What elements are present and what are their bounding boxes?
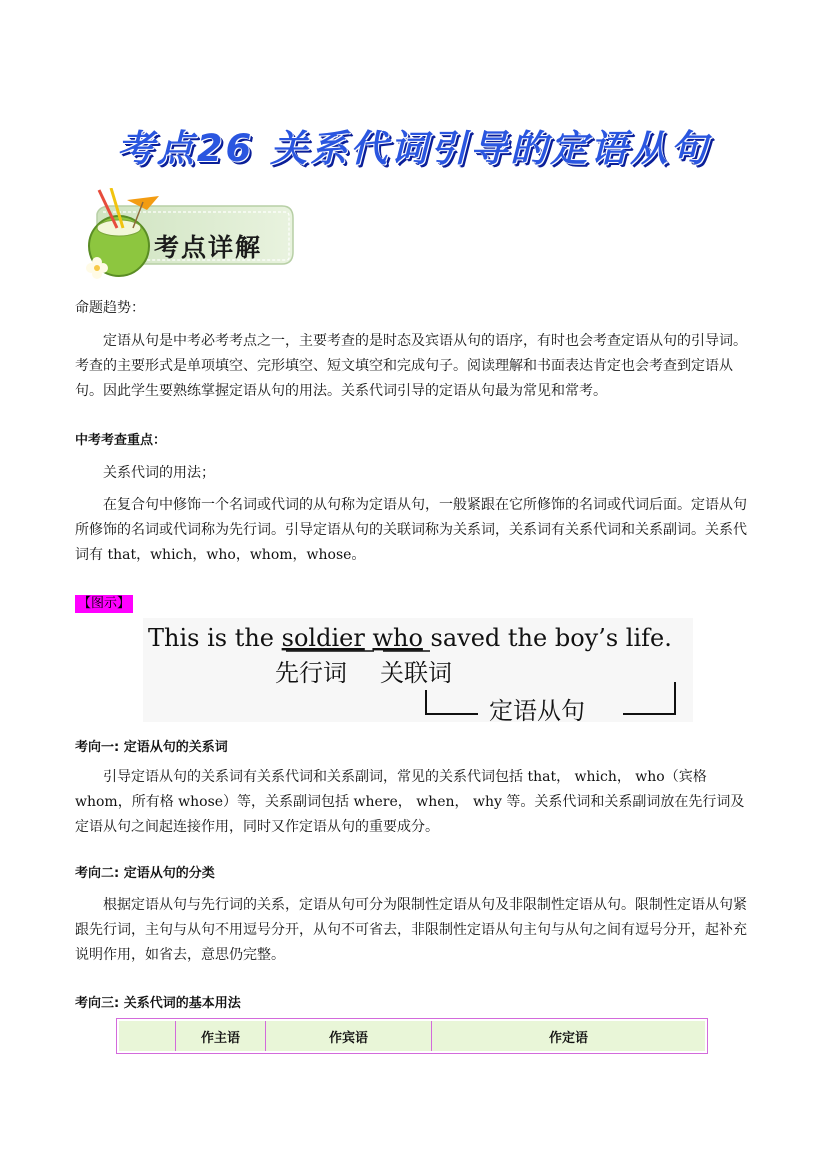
table-header-attributive: 作定语 xyxy=(431,1021,705,1051)
section2-text: 根据定语从句与先行词的关系，定语从句可分为限制性定语从句及非限制性定语从句。限制性定语从句紧跟先行词，主句与从句不用逗号分开，从句不可省去，非限制性定语从句主句与从句之间有逗号分开，起补充说明作用，如省去，意思仍完整。 xyxy=(75,897,747,963)
focus-label: 中考考查重点： xyxy=(75,433,167,448)
diagram-sentence-start: This is the xyxy=(148,624,282,652)
badge-label: 考点详解 xyxy=(154,233,263,262)
table-header-object: 作宾语 xyxy=(265,1021,431,1051)
section1-heading: 考向一: 定语从句的关系词 xyxy=(75,740,228,755)
trend-text: 定语从句是中考必考考点之一，主要考查的是时态及宾语从句的语序，有时也会考查定语从句的引导词。考查的主要形式是单项填空、完形填空、短文填空和完成句子。阅读理解和书面表达肯定也会考查到定语从句。因此学生要熟练掌握定语从句的用法。关系代词引导的定语从句最为常见和常考。 xyxy=(75,333,747,399)
figure-tag: 【图示】 xyxy=(75,595,133,613)
section1-text: 引导定语从句的关系词有关系代词和关系副词，常见的关系代词包括 that， which， who（宾格 whom，所有格 whose）等，关系副词包括 where， when， why 等。关系代词和关系副词放在先行词及定语从句之间起连接作用，同时又作定语从句的重要成分。 xyxy=(75,769,745,835)
clause-label: 定语从句 xyxy=(489,697,585,722)
focus-item: 关系代词的用法； xyxy=(103,465,215,481)
diagram-sentence-end: saved the boy’s life. xyxy=(422,624,672,652)
section3-heading: 考向三: 关系代词的基本用法 xyxy=(75,996,241,1011)
relative-clause-diagram xyxy=(143,618,693,722)
relative-label: 关联词 xyxy=(380,659,452,687)
relative-word: who xyxy=(372,624,423,652)
antecedent-label: 先行词 xyxy=(275,659,347,687)
table-header-subject: 作主语 xyxy=(175,1021,265,1051)
trend-label: 命题趋势： xyxy=(75,300,145,316)
antecedent-word: soldier xyxy=(281,624,365,652)
page-title: 考点26 关系代词引导的定语从句 xyxy=(116,127,711,170)
svg-text:This is the soldier who saved xyxy=(148,624,672,652)
section2-heading: 考向二: 定语从句的分类 xyxy=(75,866,215,881)
table-header-empty xyxy=(119,1021,175,1051)
focus-text: 在复合句中修饰一个名词或代词的从句称为定语从句，一般紧跟在它所修饰的名词或代词后面。定语从句所修饰的名词或代词称为先行词。引导定语从句的关联词称为关系词，关系词有关系代词和关系副词。关系代词有 that，which，who，whom，whose。 xyxy=(75,497,747,563)
usage-table xyxy=(116,1018,708,1054)
